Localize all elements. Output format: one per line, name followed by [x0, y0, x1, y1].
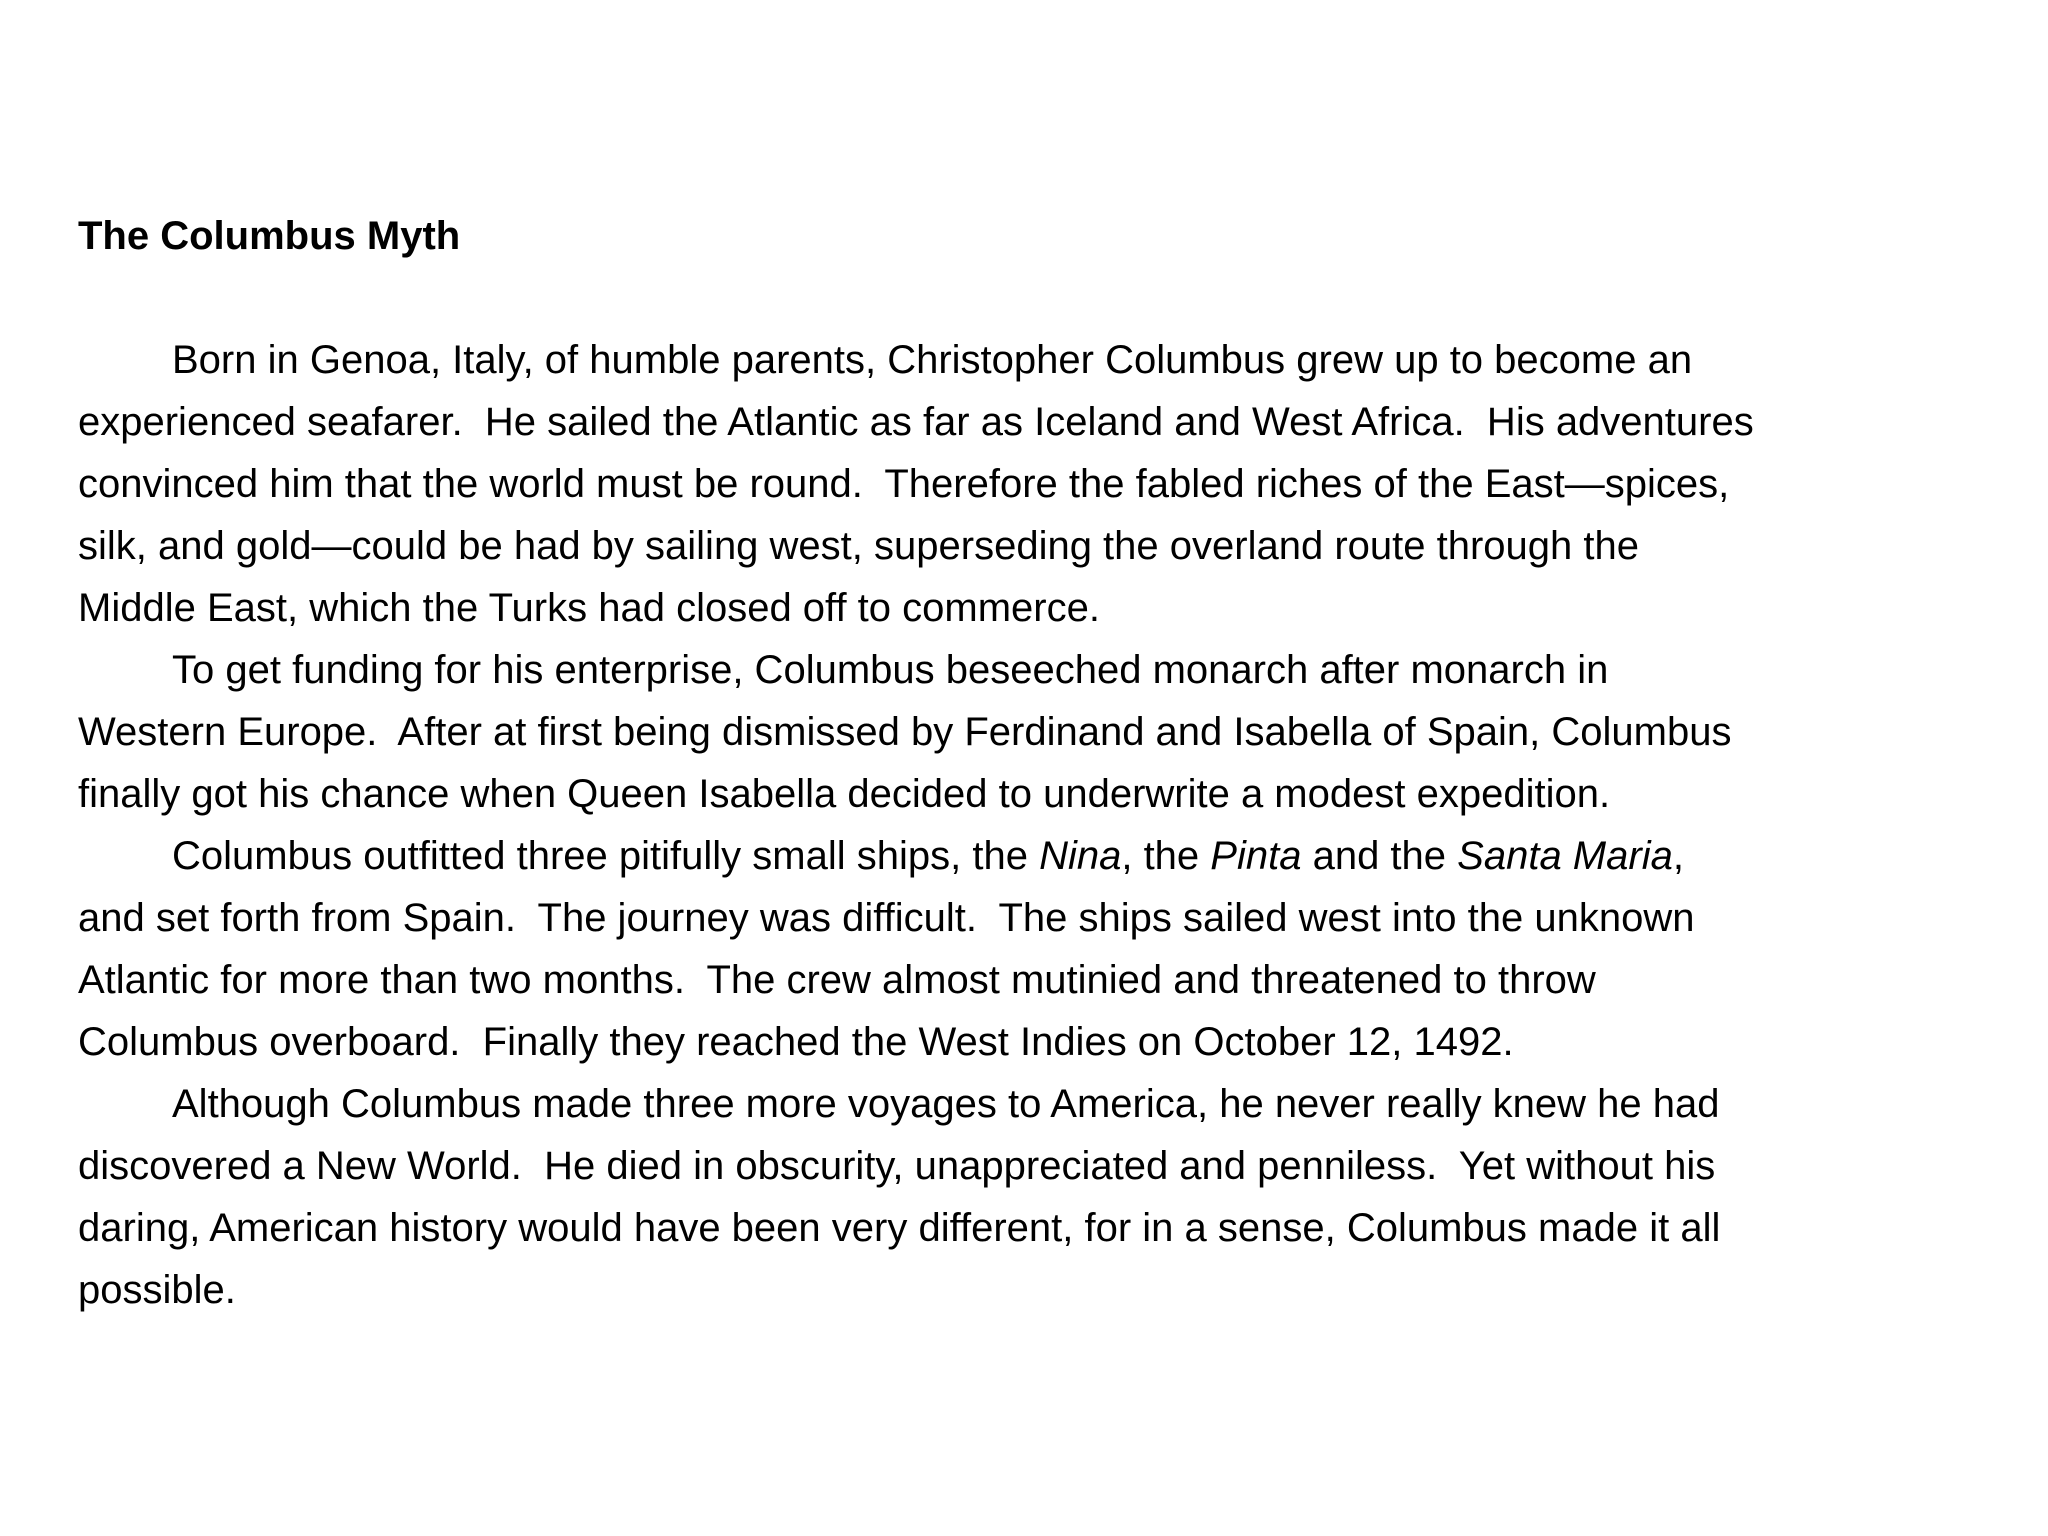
ship-name-pinta: Pinta	[1210, 834, 1302, 878]
document-page	[78, 205, 2038, 1321]
text-segment: and the	[1301, 834, 1458, 878]
title-spacer	[78, 267, 2038, 329]
text-line: experienced seafarer. He sailed the Atlantic as far as Iceland and West Africa. His adventures	[78, 400, 1754, 444]
text-line: finally got his chance when Queen Isabella decided to underwrite a modest expedition.	[78, 772, 1611, 816]
text-line: discovered a New World. He died in obscurity, unappreciated and penniless. Yet without his	[78, 1144, 1716, 1188]
paragraph-1	[78, 329, 2038, 639]
text-segment: ,	[1672, 834, 1684, 878]
document-title: The Columbus Myth	[78, 214, 461, 258]
text-segment: , the	[1121, 834, 1211, 878]
text-line: Middle East, which the Turks had closed off to commerce.	[78, 586, 1100, 630]
ship-name-nina: Nina	[1039, 834, 1122, 878]
paragraph-2	[78, 639, 2038, 825]
text-line: Atlantic for more than two months. The crew almost mutinied and threatened to throw	[78, 958, 1596, 1002]
text-line: and set forth from Spain. The journey was difficult. The ships sailed west into the unknown	[78, 896, 1695, 940]
text-line: daring, American history would have been very different, for in a sense, Columbus made it all	[78, 1206, 1721, 1250]
text-line: To get funding for his enterprise, Columbus beseeched monarch after monarch in	[172, 648, 1609, 692]
text-line: silk, and gold—could be had by sailing west, superseding the overland route through the	[78, 524, 1639, 568]
text-line: Western Europe. After at first being dismissed by Ferdinand and Isabella of Spain, Columbus	[78, 710, 1732, 754]
paragraph-4	[78, 1073, 2038, 1321]
text-line: Born in Genoa, Italy, of humble parents, Christopher Columbus grew up to become an	[172, 338, 1693, 382]
text-line: convinced him that the world must be round. Therefore the fabled riches of the East—spices,	[78, 462, 1730, 506]
text-line: Columbus overboard. Finally they reached the West Indies on October 12, 1492.	[78, 1020, 1514, 1064]
text-segment: Columbus outfitted three pitifully small ships, the	[172, 834, 1040, 878]
ship-name-santa-maria: Santa Maria	[1457, 834, 1673, 878]
text-line: Although Columbus made three more voyages to America, he never really knew he had	[172, 1082, 1720, 1126]
text-line: possible.	[78, 1268, 236, 1312]
paragraph-3	[78, 825, 2038, 1073]
text-line-with-ship-names	[78, 825, 2038, 887]
